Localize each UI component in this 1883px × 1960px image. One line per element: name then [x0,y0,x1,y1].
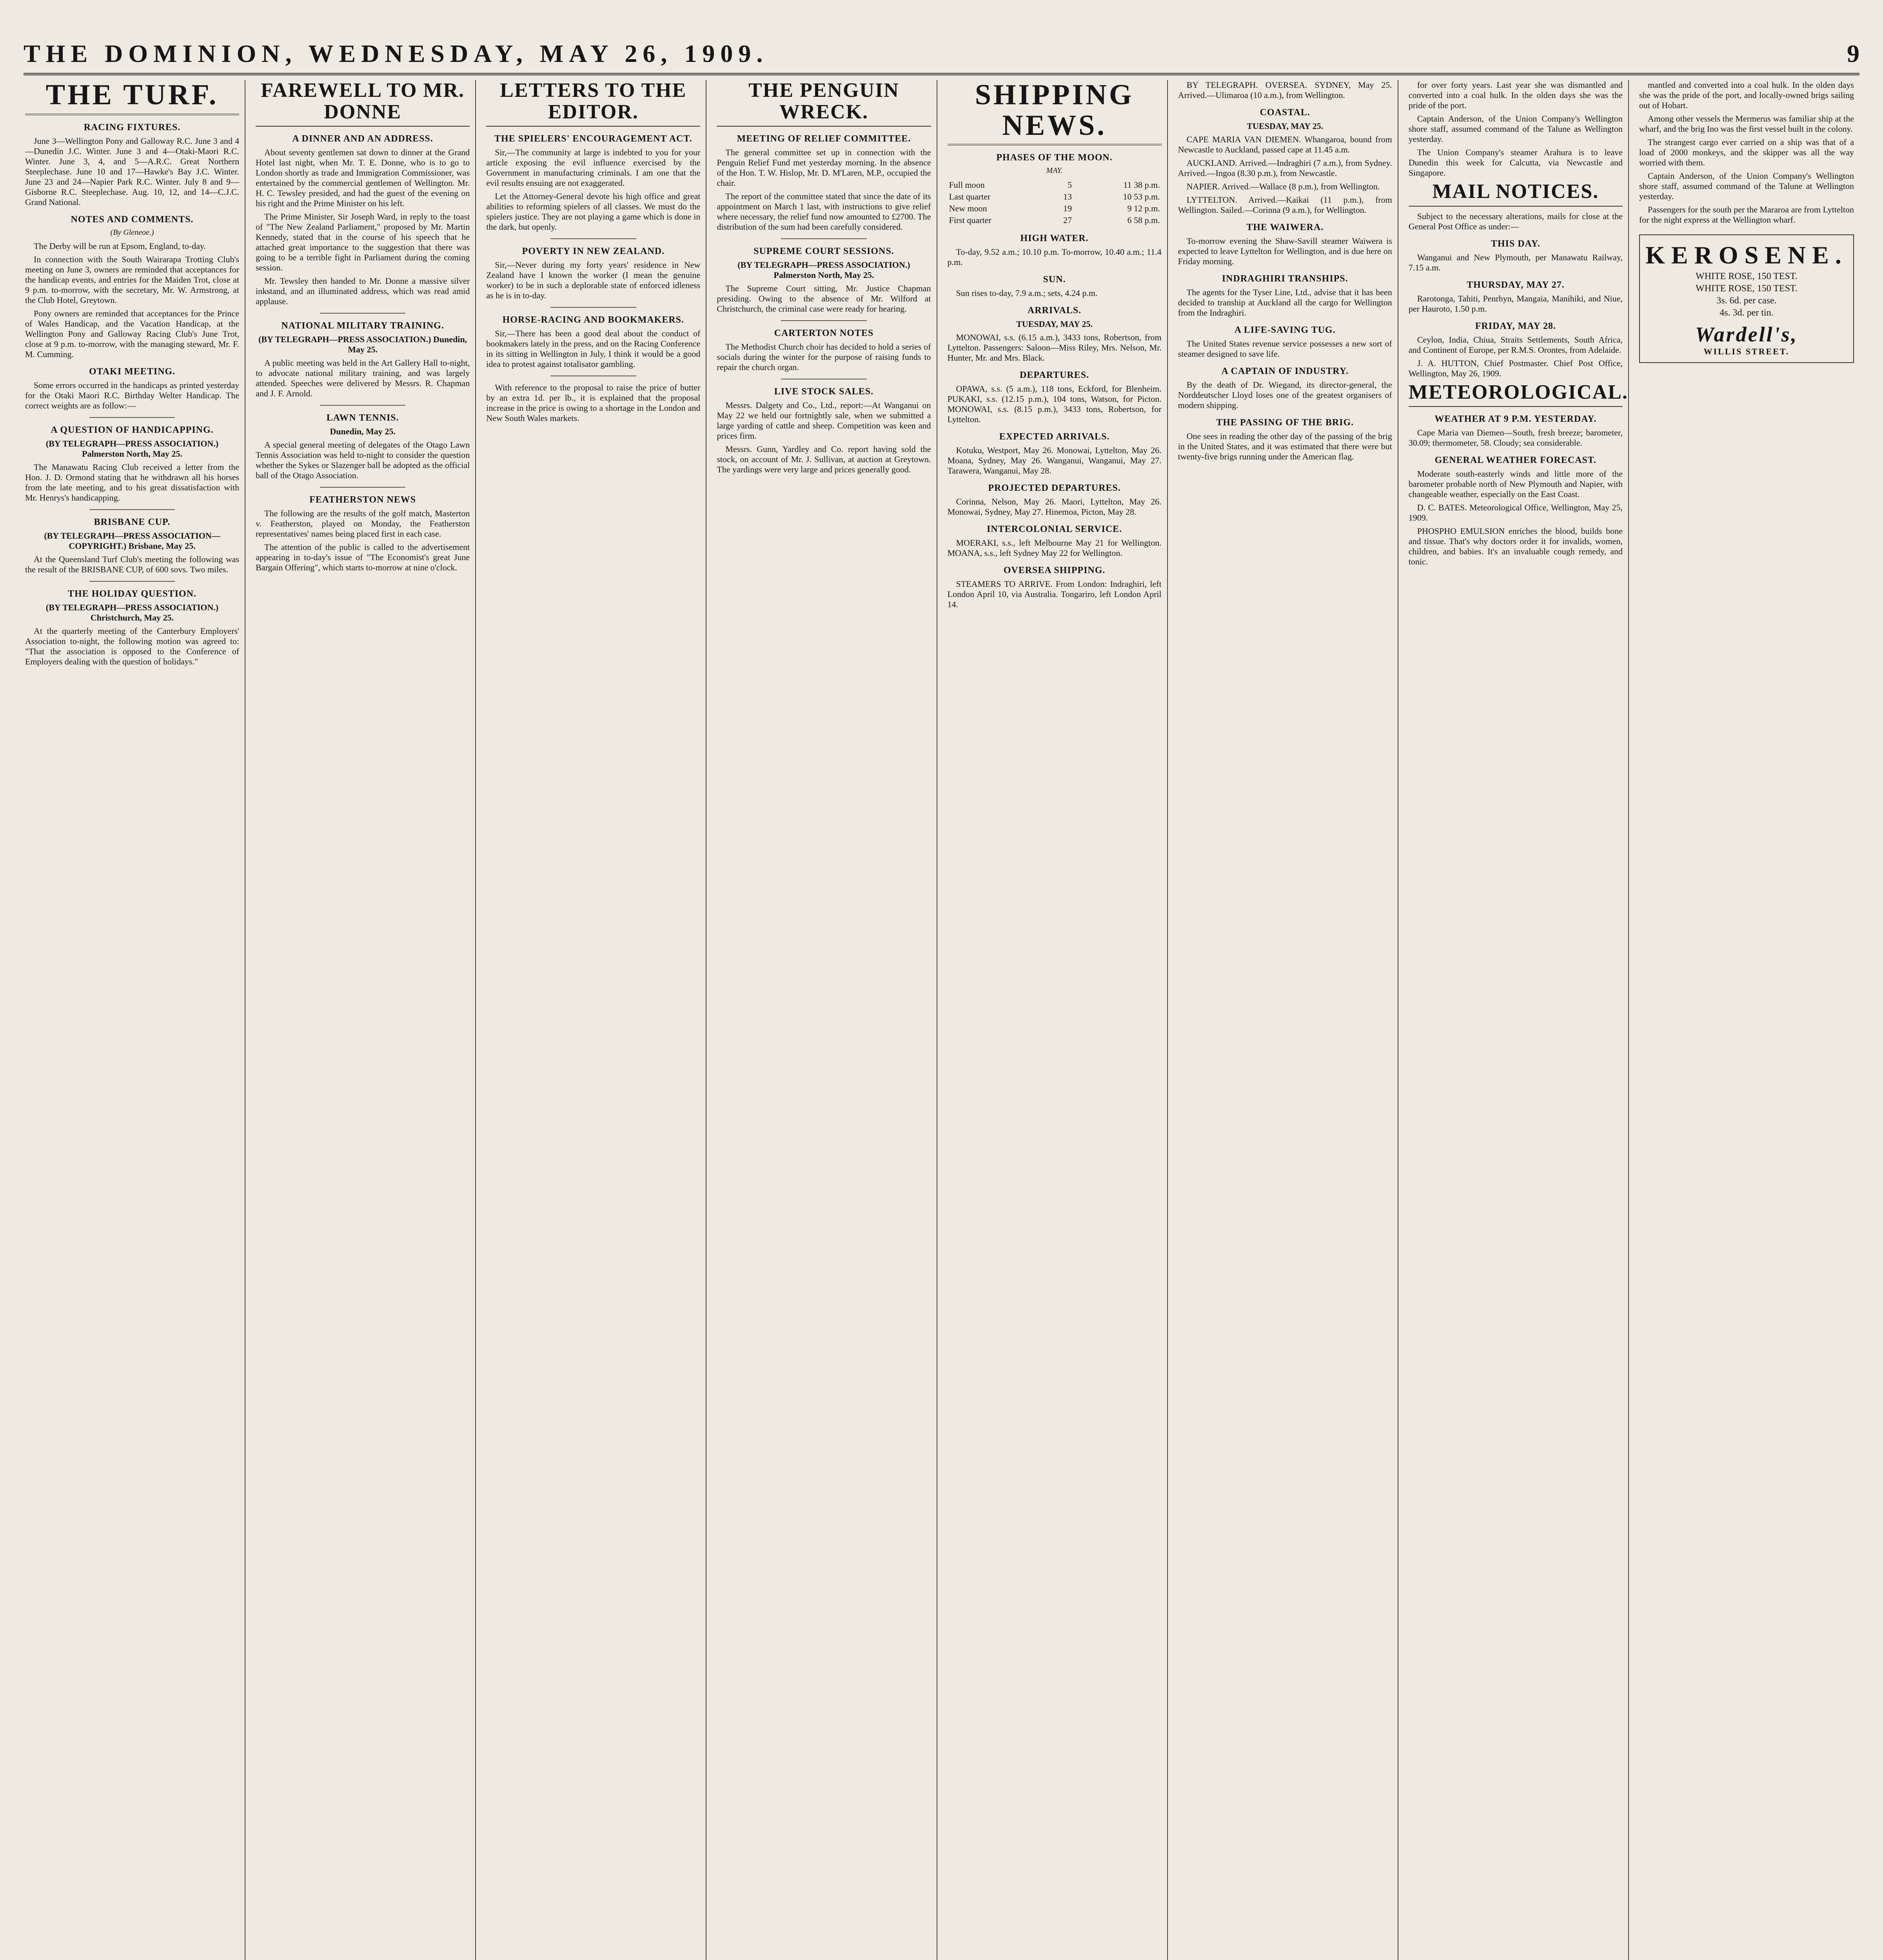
sun-times: Sun rises to-day, 7.9 a.m.; sets, 4.24 p.m. [956,288,1098,298]
projected-departures-subhead: PROJECTED DEPARTURES. [988,483,1121,494]
paragraph: Sir,—Never during my forty years' residence in New Zealand have I known the worker (I mean the genuine worker) to be in such a deplorable state of enforced idleness as he is in to-day. [486,260,701,301]
paragraph: Corinna, Nelson, May 26. Maori, Lyttelton, May 26. Monowai, Sydney, May 27. Hinemoa, Picton, May 28. [947,497,1162,517]
paragraph: Among other vessels the Mermerus was familiar ship at the wharf, and the brig Ino was the first vessel built in the colony. [1639,114,1854,134]
expected-arrivals-subhead: EXPECTED ARRIVALS. [999,432,1110,442]
moon-day: 19 [1063,203,1072,214]
handicapping-subhead: A QUESTION OF HANDICAPPING. [51,425,214,435]
paragraph: The Manawatu Racing Club received a letter from the Hon. J. D. Ormond stating that he withdrawn all his horses from the late meeting, and to his great dissatisfaction with Mr. Henrys's handicapping. [25,462,240,503]
table-row [948,214,1162,226]
dateline: (BY TELEGRAPH—PRESS ASSOCIATION.) Christchurch, May 25. [45,602,219,622]
intercolonial-subhead: INTERCOLONIAL SERVICE. [986,524,1122,535]
dateline: (BY TELEGRAPH—PRESS ASSOCIATION.) Palmerston North, May 25. [45,438,219,459]
captain-industry-subhead: A CAPTAIN OF INDUSTRY. [1221,366,1349,376]
ad-line: WHITE ROSE, 150 TEST. [1696,283,1798,294]
livestock-subhead: LIVE STOCK SALES. [774,387,874,397]
moon-phase: First quarter [949,215,991,225]
ad-line: WHITE ROSE, 150 TEST. [1696,271,1798,281]
paragraph: The Union Company's steamer Arahura is to leave Dunedin this week for Calcutta, via Newcastle and Singapore. [1408,147,1623,178]
paragraph: AUCKLAND. Arrived.—Indraghiri (7 a.m.), from Sydney. Arrived.—Ingoa (8.30 p.m.), from Newcastle. [1178,158,1392,178]
moon-time: 11 38 p.m. [1123,180,1160,190]
this-day-subhead: THIS DAY. [1491,238,1540,249]
notes-subhead: NOTES AND COMMENTS. [71,214,194,225]
dateline: TUESDAY, MAY 25. [1016,319,1093,329]
separator [89,509,175,510]
paragraph: With reference to the proposal to raise the price of butter by an extra 1d. per lb., it is explained that the proposal increase in the price is owing to a shortage in the London and New South Wales markets. [486,383,701,423]
separator [781,320,866,321]
sun-subhead: SUN. [1043,274,1066,285]
moon-month: MAY. [1046,166,1063,175]
page-number: 9 [1847,40,1859,67]
paragraph: The Supreme Court sitting, Mr. Justice Chapman presiding. Owing to the absence of Mr. Wilford at Christchurch, the criminal case were ready for hearing. [717,283,931,314]
moon-subhead: PHASES OF THE MOON. [996,152,1113,163]
departures-subhead: DEPARTURES. [1020,370,1089,381]
paragraph: STEAMERS TO ARRIVE. From London: Indraghiri, left London April 10, via Australia. Tongariro, left London April 14. [947,579,1162,610]
paragraph: OPAWA, s.s. (5 a.m.), 118 tons, Eckford, for Blenheim. PUKAKI, s.s. (12.15 p.m.), 104 tons, Watson, for Picton. MONOWAI, s.s. (8.15 p.m.), 3433 tons, Robertson, for Lyttelton. [947,384,1162,425]
paragraph: A public meeting was held in the Art Gallery Hall to-night, to advocate national military training, and was largely attended. Speeches were delivered by Messrs. R. Chapman and J. F. Arnold. [256,358,470,399]
paragraph: MONOWAI, s.s. (6.15 a.m.), 3433 tons, Robertson, from Lyttelton. Passengers: Saloon—Miss Riley, Mrs. Nelson, Mr. Hunter, Mr. and Mrs. Black. [947,332,1162,363]
moon-day: 27 [1063,215,1072,225]
featherston-subhead: FEATHERSTON NEWS [309,495,416,505]
high-water-subhead: HIGH WATER. [1020,233,1089,244]
paragraph: Cape Maria van Diemen—South, fresh breeze; barometer, 30.09; thermometer, 58. Cloudy; sea considerable. [1408,428,1623,448]
paragraph: Kotuku, Westport, May 26. Monowai, Lyttelton, May 26. Moana, Sydney, May 26. Wanganui, Wanganui, May 27. Tarawera, Wanganui, May 28. [947,445,1162,476]
column-3 [485,80,706,1960]
table-row [948,191,1162,203]
friday-subhead: FRIDAY, MAY 28. [1475,321,1556,331]
dateline: TUESDAY, MAY 25. [1247,121,1324,131]
phospho-advertisement: PHOSPHO EMULSION enriches the blood, builds bone and tissue. That's why doctors order it for invalids, women, children, and babies. It's an invaluable cough remedy, and tonic. [1408,526,1623,567]
carterton-subhead: CARTERTON NOTES [774,328,874,339]
weather-subhead: WEATHER AT 9 P.M. YESTERDAY. [1434,414,1597,425]
waiwera-subhead: THE WAIWERA. [1246,222,1324,232]
paragraph: The Derby will be run at Epsom, England, to-day. [34,241,206,251]
separator [320,405,405,406]
paragraph: Mr. Tewsley then handed to Mr. Donne a massive silver inkstand, and an illuminated address, which was read amid applause. [256,276,470,307]
moon-time: 10 53 p.m. [1123,192,1160,202]
column-4 [715,80,937,1960]
otaki-subhead: OTAKI MEETING. [89,366,176,377]
paragraph: To-morrow evening the Shaw-Savill steamer Waiwera is expected to leave Lyttelton for Wellington, and is due here on Friday morning. [1178,236,1392,266]
brisbane-subhead: BRISBANE CUP. [94,517,171,527]
paragraph: Some errors occurred in the handicaps as printed yesterday for the Otaki Maori R.C. Birthday Welter Handicap. The correct weights are as follow:— [25,380,240,410]
column-8 [1638,80,1859,1960]
oversea-subhead: OVERSEA SHIPPING. [1003,565,1106,576]
paragraph: A special general meeting of delegates of the Otago Lawn Tennis Association was held to-night to consider the question whether the Sykes or Slazenger ball be adopted as the official ball of the Otago Association. [256,440,470,481]
arrivals-subhead: ARRIVALS. [1027,305,1082,316]
column-6 [1177,80,1398,1960]
column-2 [254,80,476,1960]
paragraph: Moderate south-easterly winds and little more of the barometer probable north of New Plymouth and Napier, with changeable weather, especially on the East Coast. [1408,469,1623,499]
passing-brig-subhead: THE PASSING OF THE BRIG. [1216,417,1354,428]
paragraph: The United States revenue service possesses a new sort of steamer designed to save life. [1178,339,1392,359]
paragraph: Rarotonga, Tahiti, Penrhyn, Mangaia, Manihiki, and Niue, per Hauroto, 1.50 p.m. [1408,293,1623,314]
ad-price: 3s. 6d. per case. [1716,296,1777,306]
table-row [948,203,1162,214]
paragraph: Messrs. Dalgety and Co., Ltd., report:—At Wanganui on May 22 we held our fortnightly sale, when we submitted a large yarding of cattle and sheep. Competition was keen and prices firm. [717,400,931,441]
paragraph: NAPIER. Arrived.—Wallace (8 p.m.), from Wellington. [1186,181,1380,191]
dateline: (BY TELEGRAPH—PRESS ASSOCIATION—COPYRIGHT.) Brisbane, May 25. [44,530,220,551]
supreme-court-subhead: SUPREME COURT SESSIONS. [754,246,894,257]
masthead-rule [24,73,1859,75]
advertiser-name: Wardell's, [1695,323,1798,346]
letters-heading: LETTERS TO THE EDITOR. [486,80,700,127]
paragraph: The report of the committee stated that since the date of its appointment on March 1 last, with instructions to give relief where necessary, the relief fund now amounted to £2700. The distribution of the sum had been carefully considered. [717,191,931,232]
separator [781,238,866,239]
moon-day: 13 [1063,192,1072,202]
spielers-subhead: THE SPIELERS' ENCOURAGEMENT ACT. [494,134,692,144]
advertiser-street: WILLIS STREET. [1703,347,1790,356]
holiday-subhead: THE HOLIDAY QUESTION. [68,588,197,599]
paragraph: One sees in reading the other day of the passing of the brig in the United States, and it was estimated that there were but twenty-five brigs running under the American flag. [1178,431,1392,461]
thursday-subhead: THURSDAY, MAY 27. [1467,279,1565,290]
paragraph: Captain Anderson, of the Union Company's Wellington shore staff, assumed command of the Talune at Wellington yesterday. [1639,171,1854,201]
military-subhead: NATIONAL MILITARY TRAINING. [281,321,444,331]
kerosene-advertisement [1639,234,1854,363]
paragraph: The general committee set up in connection with the Penguin Relief Fund met yesterday morning. In the absence of the Hon. T. W. Hislop, Mr. D. M'Laren, M.P., occupied the chair. [717,147,931,188]
ad-price: 4s. 3d. per tin. [1720,308,1774,318]
paragraph: The strangest cargo ever carried on a ship was that of a load of 2000 monkeys, and the skipper was all the way worried with them. [1639,137,1854,167]
dateline: (BY TELEGRAPH—PRESS ASSOCIATION.) Palmerston North, May 25. [737,260,910,280]
forecast-subhead: GENERAL WEATHER FORECAST. [1434,455,1597,466]
paragraph: In connection with the South Wairarapa Trotting Club's meeting on June 3, owners are reminded that acceptances for the handicap events, and entries for the Maiden Trot, close at 9 p.m. to-morrow, with the secretary, Mr. W. Armstrong, at the Club Hotel, Greytown. [25,254,240,305]
paragraph: Sir,—There has been a good deal about the conduct of bookmakers lately in the press, and on the Racing Conference in its sitting in Wellington in July, I think it would be a good idea to protest against totalisator gambling. [486,328,701,369]
newspaper-columns [24,80,1859,1960]
penguin-heading: THE PENGUIN WRECK. [717,80,931,127]
newspaper-title: THE DOMINION, WEDNESDAY, MAY 26, 1909. [24,40,768,67]
paragraph: Pony owners are reminded that acceptances for the Prince of Wales Handicap, and the Vacation Handicap, at the Wellington Pony and Galloway Racing Club's June Trot, close at 9 p.m. to-morrow, with the managing steward, Mr. F. M. Cumming. [25,308,240,359]
paragraph: Passengers for the south per the Mararoa are from Lyttelton for the night express at the Wellington wharf. [1639,205,1854,225]
moon-phase: Last quarter [949,192,991,202]
paragraph: The attention of the public is called to the advertisement appearing in to-day's issue of "The Economist's great June Bargain Offering", which starts to-morrow at nine o'clock. [256,542,470,573]
paragraph: At the Queensland Turf Club's meeting the following was the result of the BRISBANE CUP, of 600 sovs. Two miles. [25,554,240,574]
dateline: Dunedin, May 25. [330,426,396,437]
moon-time: 9 12 p.m. [1127,203,1160,214]
paragraph: for over forty years. Last year she was dismantled and converted into a coal hulk. In the olden days she was the pride of the port. [1408,80,1623,110]
separator [320,487,405,488]
column-5 [946,80,1168,1960]
moon-phase: New moon [949,203,987,214]
turf-heading: THE TURF. [25,80,239,115]
meteorologist-signature: D. C. BATES. Meteorological Office, Wellington, May 25, 1909. [1408,503,1623,523]
separator [550,238,636,239]
shipping-heading: SHIPPING NEWS. [948,80,1162,145]
paragraph: The Prime Minister, Sir Joseph Ward, in reply to the toast of "The New Zealand Parliament," proposed by Mr. Martin Kennedy, stated that in the course of his speech that he attached great importance to the suggestion that there was going to be a terrible fight in Parliament during the coming session. [256,212,470,273]
moon-time: 6 58 p.m. [1127,215,1160,225]
paragraph: Let the Attorney-General devote his high office and great abilities to reforming spielers of all classes. We must do the spielers justice. They are not playing a game which is done in the dark, but openly. [486,191,701,232]
racing-fixtures-list: June 3—Wellington Pony and Galloway R.C. June 3 and 4—Dunedin J.C. Winter. June 3 and 4—Otaki-Maori R.C. Winter. June 3, 4, and 5—A.R.C. Great Northern Steeplechase. June 10 and 17—Hawke's Bay J.C. Winter. June 23 and 24—Napier Park R.C. Winter. July 8 and 9—Gisborne R.C. Steeplechase. Aug. 10, 12, and 14—C.J.C. Grand National. [25,136,240,207]
life-saving-tug-subhead: A LIFE-SAVING TUG. [1234,325,1336,335]
dinner-subhead: A DINNER AND AN ADDRESS. [292,134,433,144]
postmaster-signature: J. A. HUTTON, Chief Postmaster. Chief Post Office, Wellington, May 26, 1909. [1408,358,1623,378]
separator [320,313,405,314]
paragraph: Sir,—The community at large is indebted to you for your article exposing the evil influence exercised by the Government in manufacturing criminals. I am one that the evil results ensuing are not exaggerated. [486,147,701,188]
paragraph: Captain Anderson, of the Union Company's Wellington shore staff, assumed command of the Talune as Wellington yesterday. [1408,114,1623,144]
separator [89,417,175,418]
paragraph: The agents for the Tyser Line, Ltd., advise that it has been decided to tranship at Auckland all the cargo for Wellington from the Indraghiri. [1178,287,1392,318]
meteorological-heading: METEOROLOGICAL. [1409,382,1623,407]
paragraph: BY TELEGRAPH. OVERSEA. SYDNEY, May 25. Arrived.—Ulimaroa (10 a.m.), from Wellington. [1178,80,1392,100]
paragraph: MOERAKI, s.s., left Melbourne May 21 for Wellington. MOANA, s.s., left Sydney May 22 for Wellington. [947,538,1162,558]
column-7 [1407,80,1629,1960]
poverty-subhead: POVERTY IN NEW ZEALAND. [522,246,665,257]
coastal-subhead: COASTAL. [1260,107,1310,118]
paragraph: LYTTELTON. Arrived.—Kaikai (11 p.m.), from Wellington. Sailed.—Corinna (9 a.m.), for Wellington. [1178,195,1392,215]
horse-racing-subhead: HORSE-RACING AND BOOKMAKERS. [502,315,684,325]
paragraph: About seventy gentlemen sat down to dinner at the Grand Hotel last night, when Mr. T. E. Donne, who is to go to London shortly as trade and Immigration Commissioner, was entertained by the commercial gentlemen of Wellington. Mr. H. C. Tewsley presided, and had the guest of the evening on his right and the Prime Minister on his left. [256,147,470,209]
column-1 [24,80,245,1960]
farewell-heading: FAREWELL TO MR. DONNE [256,80,470,127]
mail-notices-heading: MAIL NOTICES. [1409,181,1623,207]
indraghiri-subhead: INDRAGHIRI TRANSHIPS. [1222,274,1348,284]
kerosene-title: KEROSENE. [1645,241,1848,269]
byline: (By Gleneoe.) [110,228,154,237]
separator [89,581,175,582]
paragraph: mantled and converted into a coal hulk. In the olden days she was the pride of the port, and locally-owned brigs sailing out of Hobart. [1639,80,1854,110]
table-row [948,179,1162,191]
paragraph: Wanganui and New Plymouth, per Manawatu Railway, 7.15 a.m. [1408,252,1623,272]
paragraph: The Methodist Church choir has decided to hold a series of socials during the winter for the purpose of raising funds to repair the church organ. [717,342,931,372]
paragraph: At the quarterly meeting of the Canterbury Employers' Association to-night, the following motion was agreed to: "That the association is opposed to the Conference of Employers dealing with the question of holidays." [25,626,240,666]
moon-phase-table [948,179,1162,226]
paragraph: Ceylon, India, Chiua, Straits Settlements, South Africa, and Continent of Europe, per R.M.S. Orontes, from Adelaide. [1408,334,1623,355]
high-water-times: To-day, 9.52 a.m.; 10.10 p.m. To-morrow, 10.40 a.m.; 11.4 p.m. [947,247,1162,267]
dateline: (BY TELEGRAPH—PRESS ASSOCIATION.) Dunedin, May 25. [258,334,467,355]
masthead [24,31,1859,68]
moon-phase: Full moon [949,180,985,190]
moon-day: 5 [1067,180,1072,190]
paragraph: The following are the results of the golf match, Masterton v. Featherston, played on Monday, the Featherston representatives' names being placed first in each case. [256,508,470,539]
paragraph: By the death of Dr. Wiegand, its director-general, the Norddeutscher Lloyd loses one of the greatest organisers of modern shipping. [1178,380,1392,410]
separator [550,307,636,308]
paragraph: CAPE MARIA VAN DIEMEN. Whangaroa, bound from Newcastle to Auckland, passed cape at 11.45 a.m. [1178,134,1392,154]
racing-fixtures-subhead: RACING FIXTURES. [84,122,181,132]
tennis-subhead: LAWN TENNIS. [326,413,399,423]
paragraph: Subject to the necessary alterations, mails for close at the General Post Office as under:— [1408,211,1623,231]
paragraph: Messrs. Gunn, Yardley and Co. report having sold the stock, on account of Mr. J. Sullivan, at auction at Greytown. The yardings were very large and prices generally good. [717,444,931,475]
relief-subhead: MEETING OF RELIEF COMMITTEE. [737,134,911,144]
